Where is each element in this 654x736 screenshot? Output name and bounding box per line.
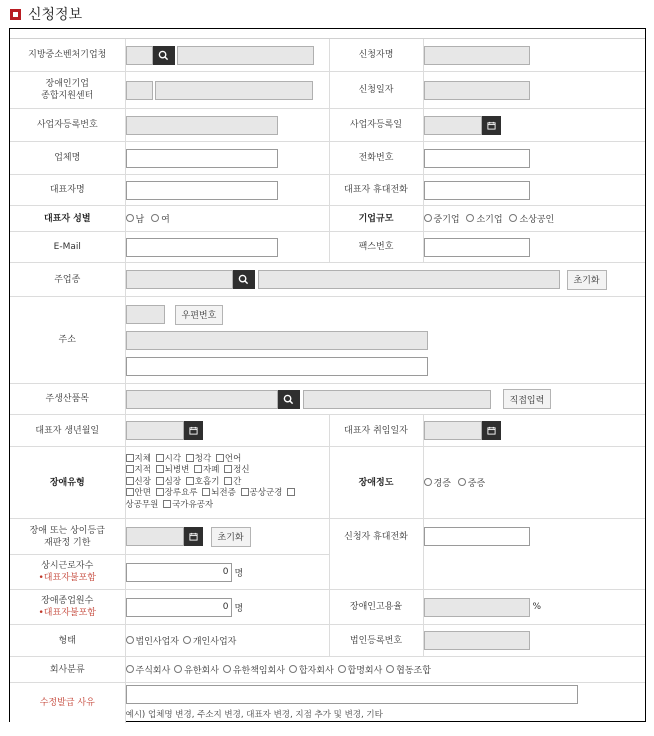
dis-type-checkbox[interactable]: [287, 488, 296, 498]
corp-type-radio[interactable]: 유한책임회사: [223, 663, 285, 676]
section-bullet-icon: [10, 9, 21, 20]
label-biz-reg-no: 사업자등록번호: [10, 109, 125, 142]
label-company-name: 업체명: [10, 142, 125, 175]
main-product-search-button[interactable]: [278, 390, 300, 409]
corp-reg-no-input[interactable]: [424, 631, 530, 650]
biz-reg-date-calendar-button[interactable]: [482, 116, 501, 135]
company-name-input[interactable]: [126, 149, 278, 168]
disability-date-reset-button[interactable]: 초기화: [211, 527, 251, 547]
direct-input-button[interactable]: 직접입력: [503, 389, 552, 409]
label-main-industry: 주업종: [10, 263, 125, 297]
phone-input[interactable]: [424, 149, 530, 168]
label-ceo-gender: 대표자 성별: [10, 206, 125, 232]
label-address: 주소: [10, 297, 125, 384]
disability-type-group: [125, 447, 329, 519]
dis-type-checkbox[interactable]: 지체: [126, 454, 151, 464]
ceo-name-input[interactable]: [126, 181, 278, 200]
main-industry-search-button[interactable]: [233, 270, 255, 289]
label-apply-date: 신청일자: [329, 72, 423, 109]
zipcode-input[interactable]: [126, 305, 165, 324]
label-corp-type: 회사분류: [10, 657, 125, 683]
main-industry-code-input[interactable]: [126, 270, 233, 289]
scale-medium-radio[interactable]: 중기업: [424, 212, 460, 225]
form-individual-radio[interactable]: 개인사업자: [183, 634, 236, 647]
label-ceo-name: 대표자명: [10, 175, 125, 206]
support-center-code-input[interactable]: [126, 81, 153, 100]
main-product-code-input[interactable]: [126, 390, 278, 409]
label-regular-workers: 상시근로자수 •대표자불포함: [10, 555, 125, 590]
dis-type-checkbox[interactable]: 심장: [156, 477, 181, 487]
reissue-reason-hint: 예시) 업체명 변경, 주소지 변경, 대표자 변경, 지점 추가 및 변경, 기타: [125, 710, 383, 721]
degree-mild-radio[interactable]: 경증: [424, 476, 451, 489]
ceo-birth-input[interactable]: [126, 421, 184, 440]
degree-severe-radio[interactable]: 중증: [458, 476, 485, 489]
address-main-input[interactable]: [126, 331, 428, 350]
dis-type-checkbox[interactable]: 뇌전증: [202, 488, 236, 498]
disability-date-calendar-button[interactable]: [184, 527, 203, 546]
email-input[interactable]: [126, 238, 278, 257]
label-ceo-birth: 대표자 생년월일: [10, 415, 125, 447]
dis-type-checkbox[interactable]: 장루요루: [156, 488, 198, 498]
dis-type-checkbox[interactable]: 국가유공자: [163, 500, 213, 510]
dis-type-checkbox[interactable]: 지적: [126, 465, 151, 475]
label-biz-reg-date: 사업자등록일: [329, 109, 423, 142]
dis-type-checkbox[interactable]: 청각: [186, 454, 211, 464]
section-header: [10, 4, 82, 24]
regular-workers-unit: 명: [234, 568, 244, 579]
regular-workers-input[interactable]: 0: [126, 563, 232, 582]
sme-company-code-input[interactable]: [126, 46, 153, 65]
corp-type-radio[interactable]: 주식회사: [126, 663, 171, 676]
disability-date-input[interactable]: [126, 527, 184, 546]
application-form: [9, 28, 646, 722]
dis-type-checkbox[interactable]: 신장: [126, 477, 151, 487]
label-support-center: 장애인기업 종합지원센터: [10, 72, 125, 109]
label-disability-degree: 장애정도: [329, 447, 423, 519]
ceo-start-date-calendar-button[interactable]: [482, 421, 501, 440]
disabled-workers-unit: 명: [234, 603, 244, 614]
dis-type-checkbox[interactable]: 언어: [216, 454, 241, 464]
label-reissue-reason: 수정발급 사유: [10, 683, 125, 723]
label-disability-date: 장애 또는 상이등급 재판정 기한: [10, 519, 125, 555]
address-detail-input[interactable]: [126, 357, 428, 376]
gender-female-radio[interactable]: 여: [151, 212, 170, 225]
empty-value-cell: [423, 555, 645, 590]
sme-company-search-button[interactable]: [153, 46, 175, 65]
label-sme-company: 지방중소벤처기업청: [10, 39, 125, 72]
form-corp-radio[interactable]: 법인사업자: [126, 634, 179, 647]
empty-label-cell: [329, 555, 423, 590]
ceo-start-date-input[interactable]: [424, 421, 482, 440]
support-center-name-input[interactable]: [155, 81, 313, 100]
biz-reg-no-input[interactable]: [126, 116, 278, 135]
label-fax: 팩스번호: [329, 232, 423, 263]
biz-reg-date-input[interactable]: [424, 116, 482, 135]
calendar-icon: [189, 426, 198, 435]
dis-type-label: 상공무원: [125, 499, 159, 510]
label-ceo-start-date: 대표자 취임일자: [329, 415, 423, 447]
dis-type-checkbox[interactable]: 공상군경: [241, 488, 283, 498]
calendar-icon: [189, 532, 198, 541]
dis-type-checkbox[interactable]: 뇌병변: [156, 465, 190, 475]
label-disability-type: 장애유형: [10, 447, 125, 519]
dis-type-checkbox[interactable]: 안면: [126, 488, 151, 498]
search-icon: [238, 274, 249, 285]
applicant-mobile-input[interactable]: [424, 527, 530, 546]
dis-type-checkbox[interactable]: 자폐: [194, 465, 219, 475]
fax-input[interactable]: [424, 238, 530, 257]
corp-type-radio[interactable]: 협동조합: [386, 663, 431, 676]
label-applicant-name: 신청자명: [329, 39, 423, 72]
label-phone: 전화번호: [329, 142, 423, 175]
scale-micro-radio[interactable]: 소상공인: [509, 212, 554, 225]
scale-small-radio[interactable]: 소기업: [466, 212, 502, 225]
reissue-reason-input[interactable]: [126, 685, 578, 704]
main-industry-name-input[interactable]: [258, 270, 560, 289]
corp-type-radio[interactable]: 유한회사: [174, 663, 219, 676]
label-applicant-mobile: 신청자 휴대전화: [329, 519, 423, 555]
label-main-product: 주생산품목: [10, 384, 125, 415]
dis-type-checkbox[interactable]: 정신: [224, 465, 249, 475]
label-email: E-Mail: [10, 232, 125, 263]
label-ceo-mobile: 대표자 휴대전화: [329, 175, 423, 206]
applicant-name-input[interactable]: [424, 46, 530, 65]
label-company-scale: 기업규모: [329, 206, 423, 232]
disabled-workers-input[interactable]: 0: [126, 598, 232, 617]
zipcode-button[interactable]: 우편번호: [175, 305, 224, 325]
dis-type-checkbox[interactable]: 호흡기: [186, 477, 220, 487]
search-icon: [283, 394, 294, 405]
ceo-birth-calendar-button[interactable]: [184, 421, 203, 440]
dis-type-checkbox[interactable]: 시각: [156, 454, 181, 464]
label-form-type: 형태: [10, 625, 125, 657]
calendar-icon: [487, 121, 496, 130]
calendar-icon: [487, 426, 496, 435]
sme-company-name-input[interactable]: [177, 46, 314, 65]
search-icon: [158, 50, 169, 61]
disabled-ratio-unit: %: [532, 602, 542, 612]
main-industry-reset-button[interactable]: 초기화: [567, 270, 607, 290]
label-corp-reg-no: 법인등록번호: [329, 625, 423, 657]
ceo-mobile-input[interactable]: [424, 181, 530, 200]
label-disabled-workers: 장애종업원수 •대표자불포함: [10, 590, 125, 625]
main-product-name-input[interactable]: [303, 390, 491, 409]
corp-type-radio[interactable]: 합명회사: [338, 663, 383, 676]
dis-type-checkbox[interactable]: 간: [224, 477, 241, 487]
label-disabled-ratio: 장애인고용율: [329, 590, 423, 625]
disabled-ratio-input[interactable]: [424, 598, 530, 617]
gender-male-radio[interactable]: 남: [126, 212, 145, 225]
section-title: 신청정보: [28, 7, 83, 23]
corp-type-radio[interactable]: 합자회사: [289, 663, 334, 676]
apply-date-input[interactable]: [424, 81, 530, 100]
